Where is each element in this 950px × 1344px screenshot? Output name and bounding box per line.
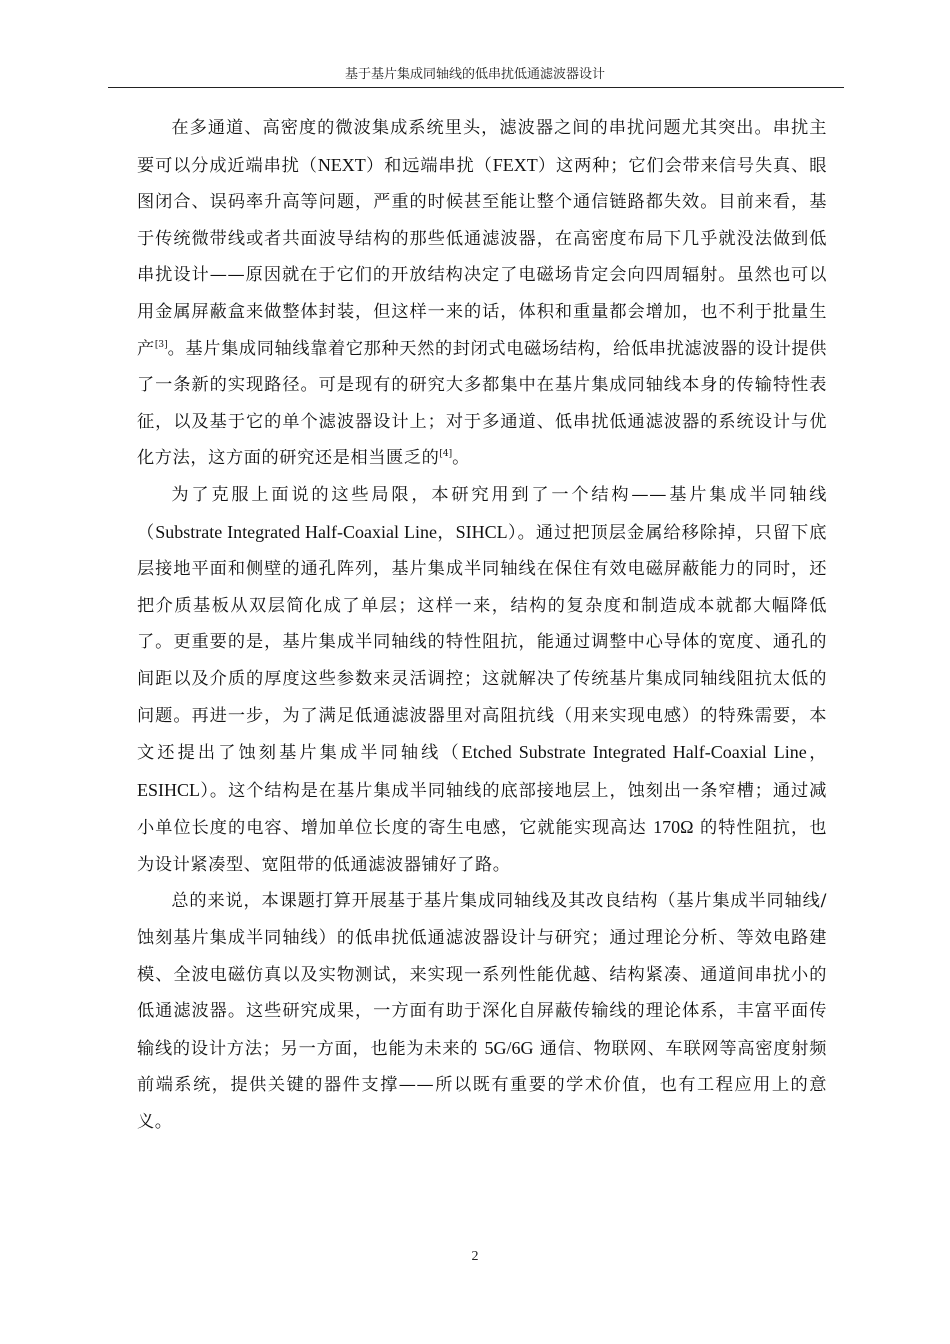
paragraph-crosstalk-background (137, 110, 827, 477)
value-impedance: 170Ω (653, 817, 694, 838)
term-fext: FEXT (492, 154, 538, 175)
term-sihcl: SIHCL (455, 521, 508, 542)
text-run: 。 (452, 448, 470, 469)
text-run: ， (806, 743, 828, 764)
term-next: NEXT (317, 154, 366, 175)
text-run: ）和远端串扰（ (365, 155, 493, 176)
document-body (137, 110, 827, 1141)
text-run: 的特性阻抗，也为设计紧凑型、宽阻带的低通滤波器铺好了路。 (137, 818, 827, 875)
term-5g-6g: 5G/6G (484, 1037, 534, 1058)
text-run: ）。通过把顶层金属给移除掉，只留下底层接地平面和侧壁的通孔阵列，基片集成半同轴线在保住有效电磁屏蔽能力的同时，还把介质基板从双层简化成了单层；这样一来，结构的复杂度和制造成本就都大幅降低了。更重要的是，基片集成半同轴线的特性阻抗，能通过调整中心导体的宽度、通孔的间距以及介质的厚度这些参数来灵活调控；这就解决了传统基片集成同轴线阻抗太低的问题。再进一步，为了满足低通滤波器里对高阻抗线（用来实现电感）的特殊需要，本文还提出了蚀刻基片集成半同轴线（ (137, 522, 827, 764)
running-header-title: 基于基片集成同轴线的低串扰低通滤波器设计 (344, 67, 605, 82)
page-number: 2 (471, 1249, 479, 1264)
text-run: ， (436, 522, 456, 543)
paragraph-sihcl-proposal (137, 477, 827, 884)
term-sihcl-full: Substrate Integrated Half-Coaxial Line (155, 521, 437, 542)
text-run: 为了克服上面说的这些局限，本研究用到了一个结构——基片集成半同轴线（ (137, 484, 827, 543)
citation-ref-4[interactable]: [4] (439, 449, 453, 460)
text-run: 总的来说，本课题打算开展基于基片集成同轴线及其改良结构（基片集成半同轴线/蚀刻基片集成半同轴线）的低串扰低通滤波器设计与研究；通过理论分析、等效电路建模、全波电磁仿真以及实物测试，来实现一系列性能优越、结构紧凑、通道间串扰小的低通滤波器。这些研究成果，一方面有助于深化自屏蔽传输线的理论体系，丰富平面传输线的设计方法；另一方面，也能为未来的 (137, 891, 827, 1059)
text-run: ）这两种；它们会带来信号失真、眼图闭合、误码率升高等问题，严重的时候甚至能让整个通信链路都失效。目前来看，基于传统微带线或者共面波导结构的那些低通滤波器，在高密度布局下几乎就没法做到低串扰设计——原因就在于它们的开放结构决定了电磁场肯定会向四周辐射。虽然也可以用金属屏蔽盒来做整体封装，但这样一来的话，体积和重量都会增加，也不利于批量生产 (137, 155, 827, 359)
citation-ref-3[interactable]: [3] (154, 339, 168, 350)
text-run: 通信、物联网、车联网等高密度射频前端系统，提供关键的器件支撑——所以既有重要的学术价值，也有工程应用上的意义。 (137, 1038, 827, 1133)
text-run: ）。这个结构是在基片集成半同轴线的底部接地层上，蚀刻出一条窄槽；通过减小单位长度的电容、增加单位长度的寄生电感，它就能实现高达 (137, 780, 827, 839)
header-divider (108, 87, 844, 88)
text-run: 在多通道、高密度的微波集成系统里头，滤波器之间的串扰问题尤其突出。串扰主要可以分成近端串扰（ (137, 118, 827, 176)
term-esihcl-full: Etched Substrate Integrated Half-Coaxial Line (461, 742, 807, 763)
term-esihcl: ESIHCL (137, 779, 200, 800)
paragraph-summary (137, 883, 827, 1140)
text-run: 。基片集成同轴线靠着它那种天然的封闭式电磁场结构，给低串扰滤波器的设计提供了一条新的实现路径。可是现有的研究大多都集中在基片集成同轴线本身的传输特性表征，以及基于它的单个滤波器设计上；对于多通道、低串扰低通滤波器的系统设计与优化方法，这方面的研究还是相当匮乏的 (137, 338, 827, 469)
